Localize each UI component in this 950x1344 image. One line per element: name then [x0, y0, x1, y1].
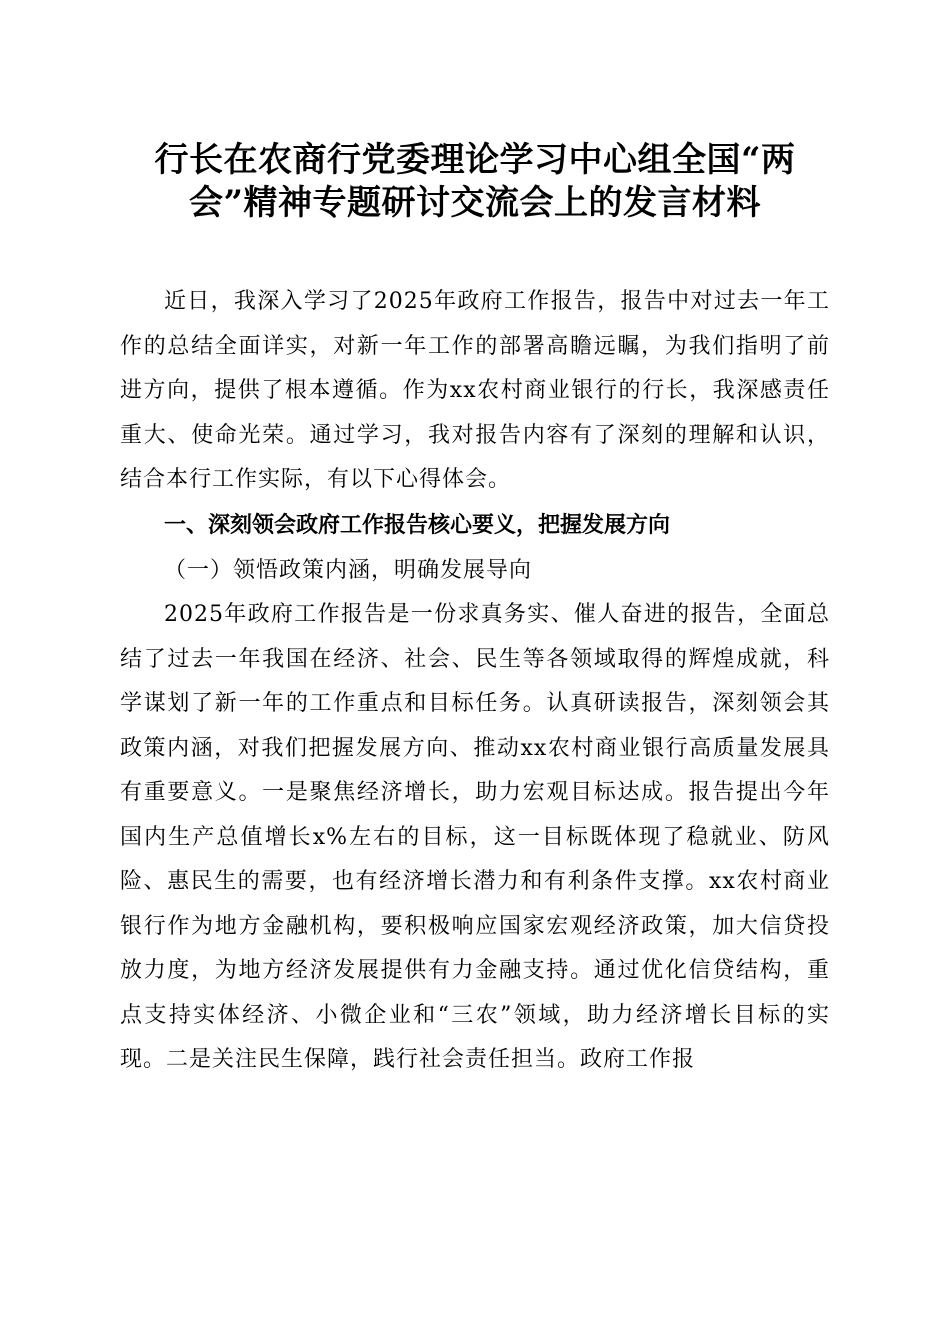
document-body: [120, 280, 830, 1083]
intro-paragraph: 近日，我深入学习了2025年政府工作报告，报告中对过去一年工作的总结全面详实，对新一年工作的部署高瞻远瞩，为我们指明了前进方向，提供了根本遵循。作为xx农村商业银行的行长，我深感责任重大、使命光荣。通过学习，我对报告内容有了深刻的理解和认识，结合本行工作实际，有以下心得体会。: [120, 289, 830, 492]
subsection-paragraph-1: 2025年政府工作报告是一份求真务实、催人奋进的报告，全面总结了过去一年我国在经济、社会、民生等各领域取得的辉煌成就，科学谋划了新一年的工作重点和目标任务。认真研读报告，深刻领会其政策内涵，对我们把握发展方向、推动xx农村商业银行高质量发展具有重要意义。一是聚焦经济增长，助力宏观目标达成。报告提出今年国内生产总值增长x%左右的目标，这一目标既体现了稳就业、防风险、惠民生的需要，也有经济增长潜力和有利条件支撑。xx农村商业银行作为地方金融机构，要积极响应国家宏观经济政策，加大信贷投放力度，为地方经济发展提供有力金融支持。通过优化信贷结构，重点支持实体经济、小微企业和“三农”领域，助力经济增长目标的实现。二是关注民生保障，践行社会责任担当。政府工作报: [120, 602, 830, 1072]
subsection-heading-1: （一）领悟政策内涵，明确发展导向: [164, 557, 533, 583]
section-heading-1: 一、深刻领会政府工作报告核心要义，把握发展方向: [164, 512, 671, 538]
document-title: 行长在农商行党委理论学习中心组全国“两会”精神专题研讨交流会上的发言材料: [154, 140, 796, 223]
